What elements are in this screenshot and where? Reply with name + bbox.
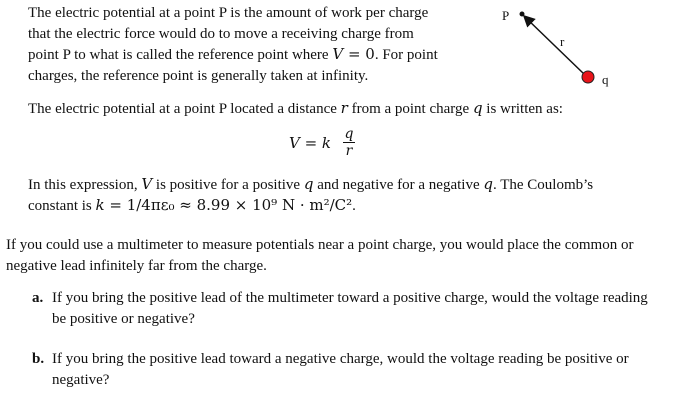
p4-line-1: If you could use a multimeter to measure potentials near a point charge, you would place the common or [6, 237, 634, 253]
p2-q: q [472, 99, 483, 117]
intro-line-4: charges, the reference point is generally taken at infinity. [28, 67, 369, 84]
distance-r-label: r [560, 34, 565, 49]
formula-fraction [342, 126, 356, 159]
p3-k: k [95, 196, 105, 214]
p3-text-3: and negative for a negative [313, 177, 484, 193]
question-a-text [52, 288, 648, 330]
p4-line-2: negative lead infinitely far from the charge. [6, 258, 267, 274]
multimeter-paragraph [6, 235, 633, 277]
p3-text-1: In this expression, [28, 177, 142, 193]
question-a-label: a. [32, 290, 44, 306]
intro-math-eq: = 0 [343, 45, 375, 63]
intro-line-3-end: . For point [374, 47, 438, 63]
charge-q-dot [582, 71, 594, 83]
point-charge-diagram [490, 0, 640, 95]
charge-q-label: q [602, 72, 609, 87]
p3-coulomb-constant: = 1/4πε₀ ≈ 8.99 × 10⁹ N · m²/C² [104, 196, 353, 214]
intro-math-v: V [332, 45, 344, 63]
p3-q2: q [483, 175, 493, 193]
p2-r: r [340, 99, 348, 117]
p3-text-5: constant is [28, 198, 96, 214]
point-p-label: P [502, 8, 510, 23]
potential-formula [289, 126, 389, 166]
point-p-dot [520, 12, 525, 17]
p3-text-4: . The Coulomb’s [492, 177, 594, 193]
question-b-label: b. [32, 351, 45, 367]
formula-numerator: q [344, 126, 354, 142]
question-b-text [52, 349, 629, 391]
p3-v: V [141, 175, 153, 193]
p2-text-b: from a point charge [347, 101, 473, 117]
coulomb-paragraph [28, 174, 593, 216]
p3-text-6: . [352, 198, 356, 214]
formula-lhs: V = k [289, 134, 332, 152]
potential-paragraph [28, 99, 563, 118]
question-a-line-2: be positive or negative? [52, 311, 195, 327]
p2-text-c: is written as: [482, 101, 563, 117]
distance-arrow [525, 17, 584, 74]
formula-denominator: r [345, 143, 353, 159]
intro-line-3 [28, 44, 468, 66]
intro-paragraph [28, 3, 468, 86]
p3-text-2: is positive for a positive [152, 177, 304, 193]
question-b-line-2: negative? [52, 372, 110, 388]
p3-line-2 [28, 195, 593, 216]
p2-text-a: The electric potential at a point P located a distance [28, 101, 341, 117]
p3-q1: q [303, 175, 314, 193]
intro-line-3-text: point P to what is called the reference point where [28, 47, 329, 63]
question-a-line-1: If you bring the positive lead of the multimeter toward a positive charge, would the voltage reading [52, 290, 648, 306]
intro-line-1: The electric potential at a point P is the amount of work per charge [28, 5, 429, 21]
question-b-line-1: If you bring the positive lead toward a negative charge, would the voltage reading be positive or [52, 351, 629, 367]
intro-line-2: that the electric force would do to move a receiving charge from [28, 25, 414, 42]
p3-line-1 [28, 174, 593, 195]
